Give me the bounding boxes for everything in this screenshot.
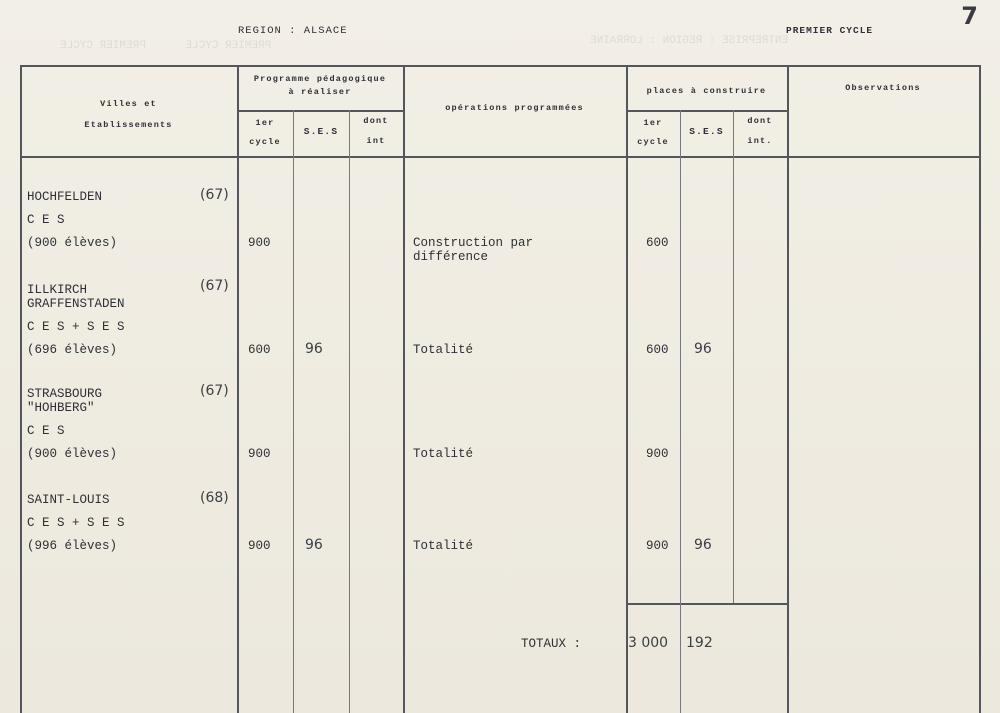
table-top-border	[20, 65, 980, 67]
header-places-dont: dont	[747, 116, 773, 126]
entry-operation: Construction par	[413, 236, 534, 250]
entry-prog-cycle: 900	[248, 447, 271, 461]
header-places-dont-2: int.	[747, 136, 773, 146]
entry-city: HOCHFELDEN	[27, 190, 103, 204]
entry-operation: Totalité	[413, 447, 474, 461]
totals-label: TOTAUX :	[521, 637, 582, 651]
entry-students: (900 élèves)	[27, 447, 118, 461]
entry-dept: (67)	[200, 187, 229, 203]
entry-operation: Totalité	[413, 343, 474, 357]
table-right-border	[979, 65, 981, 713]
header-places-cycle-2: cycle	[637, 137, 669, 147]
entry-places-ses: 96	[694, 537, 712, 553]
header-places-cycle: 1er	[643, 118, 663, 128]
col-divider	[733, 110, 734, 603]
entry-places-cycle: 600	[646, 343, 669, 357]
places-divider	[626, 110, 787, 112]
region-title: REGION : ALSACE	[238, 25, 348, 37]
entry-students: (900 élèves)	[27, 236, 118, 250]
entry-prog-cycle: 600	[248, 343, 271, 357]
header-places-ses: S.E.S	[689, 126, 724, 137]
bleed-through-text: PREMIER CYCLE PREMIER CYCLE	[60, 40, 272, 52]
entry-prog-ses: 96	[305, 537, 323, 553]
entry-city: STRASBOURG	[27, 387, 103, 401]
entry-operation: Totalité	[413, 539, 474, 553]
header-prog-dont-2: int	[366, 136, 386, 146]
entry-dept: (68)	[200, 490, 229, 506]
header-prog-ses: S.E.S	[303, 126, 339, 137]
header-prog-dont: dont	[363, 116, 389, 126]
entry-city-2: "HOHBERG"	[27, 401, 95, 415]
col-divider	[680, 110, 681, 713]
entry-type: C E S + S E S	[27, 320, 125, 334]
col-divider	[349, 110, 350, 713]
header-villes: Villes et	[100, 99, 157, 109]
entry-prog-cycle: 900	[248, 236, 271, 250]
entry-city-2: GRAFFENSTADEN	[27, 297, 125, 311]
col-divider	[237, 65, 239, 713]
totals-ses: 192	[686, 635, 713, 651]
entry-type: C E S	[27, 213, 65, 227]
entry-prog-cycle: 900	[248, 539, 271, 553]
entry-dept: (67)	[200, 278, 229, 294]
entry-city: SAINT-LOUIS	[27, 493, 110, 507]
header-prog-cycle: 1er	[255, 118, 275, 128]
page-number: 7	[961, 2, 978, 30]
col-divider	[626, 65, 628, 713]
entry-students: (696 élèves)	[27, 343, 118, 357]
header-observations: Observations	[845, 83, 921, 93]
entry-students: (996 élèves)	[27, 539, 118, 553]
entry-places-cycle: 900	[646, 539, 669, 553]
header-places: places à construire	[646, 86, 767, 96]
entry-places-ses: 96	[694, 341, 712, 357]
entry-prog-ses: 96	[305, 341, 323, 357]
programme-divider	[237, 110, 403, 112]
entry-places-cycle: 900	[646, 447, 669, 461]
col-divider	[787, 65, 789, 713]
entry-type: C E S	[27, 424, 65, 438]
entry-type: C E S + S E S	[27, 516, 125, 530]
entry-operation-2: différence	[413, 250, 489, 264]
header-operations: opérations programmées	[445, 103, 584, 113]
entry-places-cycle: 600	[646, 236, 669, 250]
totals-cycle: 3 000	[628, 635, 669, 651]
totals-divider	[626, 603, 787, 605]
header-prog-cycle-2: cycle	[249, 137, 281, 147]
header-etablissements: Etablissements	[84, 120, 173, 130]
header-programme-sub: à réaliser	[288, 87, 352, 97]
bleed-through-text: ENTREPRISE : REGION : LORRAINE	[590, 35, 789, 47]
entry-city: ILLKIRCH	[27, 283, 88, 297]
entry-dept: (67)	[200, 383, 229, 399]
col-divider	[403, 65, 405, 713]
cycle-title: PREMIER CYCLE	[786, 25, 874, 36]
header-programme: Programme pédagogique	[253, 74, 387, 84]
col-divider	[293, 110, 294, 713]
table-left-border	[20, 65, 22, 713]
header-bottom-border	[20, 156, 980, 158]
